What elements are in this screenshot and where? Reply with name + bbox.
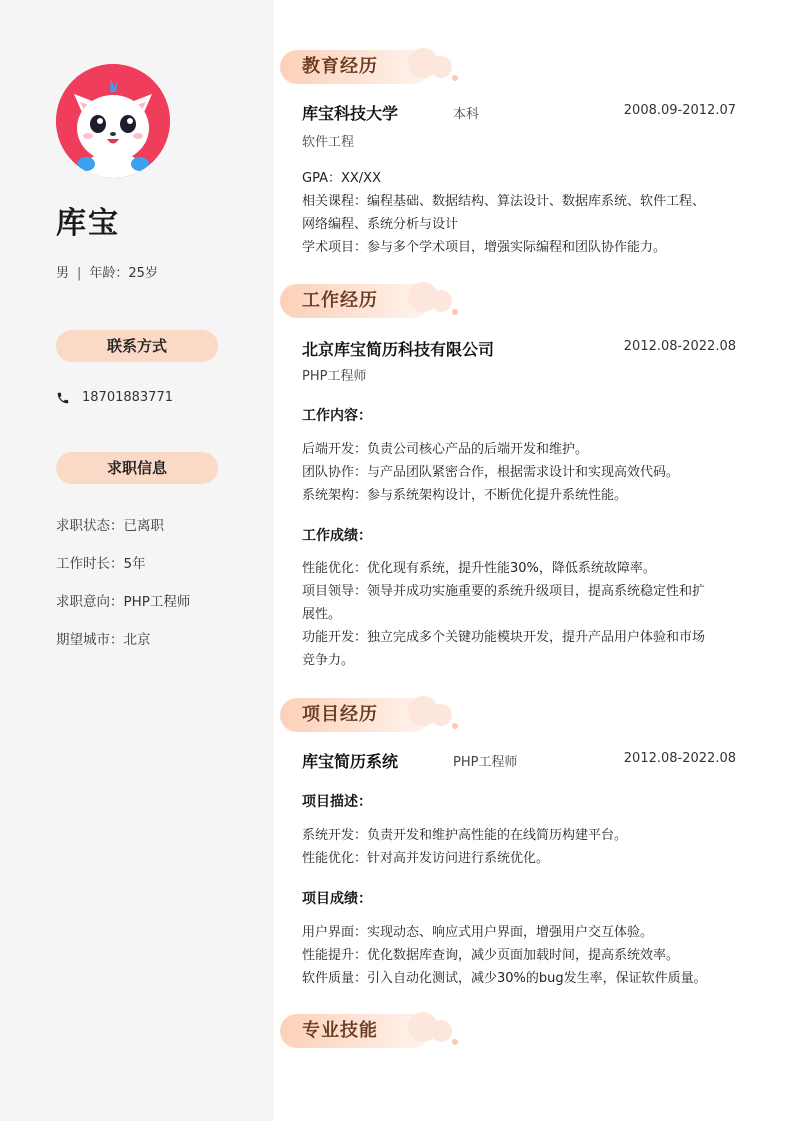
work-date: 2012.08-2022.08 <box>623 339 736 354</box>
school-name: 库宝科技大学 <box>302 104 399 123</box>
project-heading <box>280 698 480 732</box>
project-desc-title: 项目描述： <box>302 794 372 810</box>
work-title: 工作经历 <box>302 290 378 311</box>
avatar <box>56 64 170 178</box>
degree: 本科 <box>453 107 480 122</box>
work-result-item: 项目领导：领导并成功实施重要的系统升级项目，提高系统稳定性和扩 <box>302 584 706 599</box>
work-result-item: 竞争力。 <box>302 653 355 668</box>
project-result-item: 性能提升：优化数据库查询，减少页面加载时间，提高系统效率。 <box>302 948 680 963</box>
courses-line-2: 网络编程、系统分析与设计 <box>302 217 459 232</box>
work-years: 工作时长：5年 <box>56 556 146 572</box>
divider: | <box>77 266 82 281</box>
expected-city: 期望城市：北京 <box>56 632 151 648</box>
project-results-title: 项目成绩： <box>302 891 372 907</box>
basic-info <box>56 262 158 281</box>
academic-projects: 学术项目：参与多个学术项目，增强实际编程和团队协作能力。 <box>302 240 667 255</box>
gpa: GPA：XX/XX <box>302 171 381 186</box>
job-section-title: 求职信息 <box>56 452 218 484</box>
major: 软件工程 <box>302 135 355 150</box>
education-title: 教育经历 <box>302 56 378 77</box>
project-result-item: 软件质量：引入自动化测试，减少30%的bug发生率，保证软件质量。 <box>302 971 707 986</box>
project-role: PHP工程师 <box>453 755 518 770</box>
work-results-title: 工作成绩： <box>302 528 372 544</box>
work-content-item: 后端开发：负责公司核心产品的后端开发和维护。 <box>302 442 589 457</box>
gender: 男 <box>56 266 70 281</box>
work-result-item: 功能开发：独立完成多个关键功能模块开发，提升产品用户体验和市场 <box>302 630 706 645</box>
project-date: 2012.08-2022.08 <box>623 751 736 766</box>
job-status: 求职状态：已离职 <box>56 518 164 534</box>
job-intent: 求职意向：PHP工程师 <box>56 594 191 610</box>
phone-row <box>56 390 173 405</box>
work-result-item: 展性。 <box>302 607 342 622</box>
work-content-item: 团队协作：与产品团队紧密合作，根据需求设计和实现高效代码。 <box>302 465 680 480</box>
work-content-item: 系统架构：参与系统架构设计，不断优化提升系统性能。 <box>302 488 628 503</box>
skills-title: 专业技能 <box>302 1020 378 1041</box>
candidate-name: 库宝 <box>56 206 120 241</box>
contact-section-title: 联系方式 <box>56 330 218 362</box>
age: 年龄：25岁 <box>89 266 158 281</box>
project-desc-item: 性能优化：针对高并发访问进行系统优化。 <box>302 851 550 866</box>
cat-mascot-icon <box>56 64 170 178</box>
project-title: 项目经历 <box>302 704 378 725</box>
skills-heading <box>280 1014 480 1048</box>
company-name: 北京库宝简历科技有限公司 <box>302 340 495 359</box>
education-heading <box>280 50 480 84</box>
work-role: PHP工程师 <box>302 369 367 384</box>
work-result-item: 性能优化：优化现有系统，提升性能30%，降低系统故障率。 <box>302 561 656 576</box>
sidebar <box>0 0 274 1121</box>
phone-icon <box>56 391 70 405</box>
work-content-title: 工作内容： <box>302 408 372 424</box>
work-heading <box>280 284 480 318</box>
project-desc-item: 系统开发：负责开发和维护高性能的在线简历构建平台。 <box>302 828 628 843</box>
courses-line-1: 相关课程：编程基础、数据结构、算法设计、数据库系统、软件工程、 <box>302 194 706 209</box>
phone-number: 18701883771 <box>82 390 173 405</box>
project-name: 库宝简历系统 <box>302 752 399 771</box>
project-result-item: 用户界面：实现动态、响应式用户界面，增强用户交互体验。 <box>302 925 654 940</box>
education-date: 2008.09-2012.07 <box>623 103 736 118</box>
